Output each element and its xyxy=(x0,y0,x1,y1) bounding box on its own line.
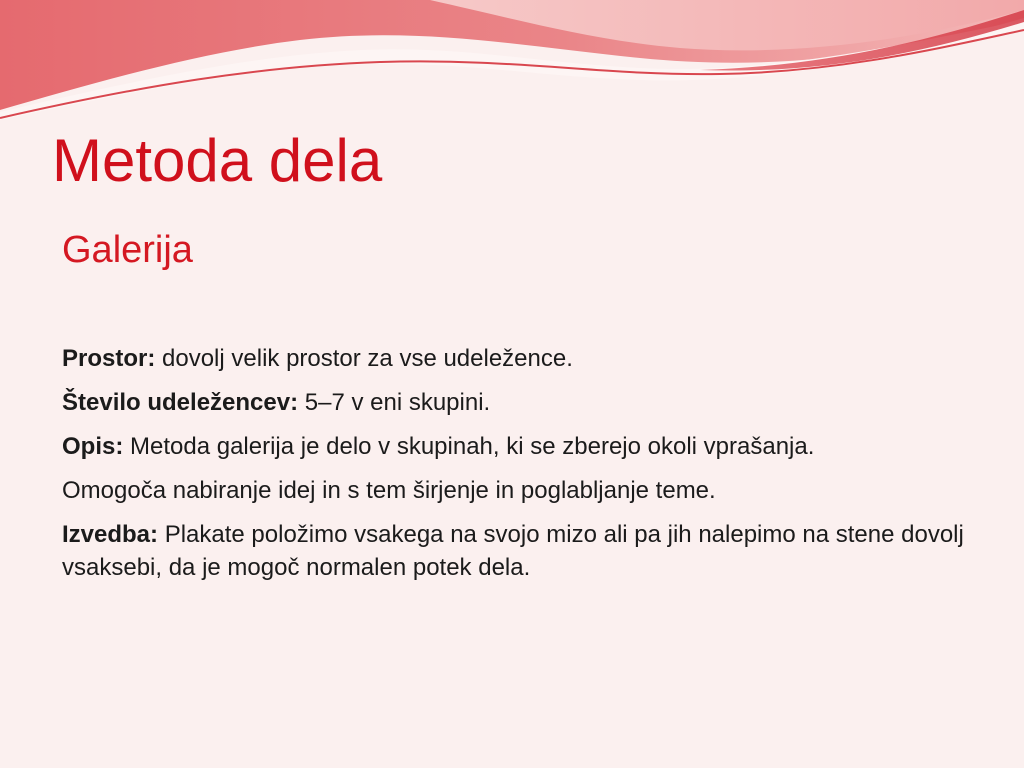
slide-title: Metoda dela xyxy=(52,127,383,194)
slide-body xyxy=(62,342,982,595)
paragraph-prostor xyxy=(62,342,982,375)
paragraph-text: Metoda galerija je delo v skupinah, ki se zberejo okoli vprašanja. xyxy=(123,433,815,460)
paragraph-label: Opis: xyxy=(62,433,124,460)
paragraph-text: Plakate položimo vsakega na svojo mizo ali pa jih nalepimo na stene dovolj vsaksebi, da je mogoč normalen potek dela. xyxy=(62,521,964,581)
paragraph-label: Prostor: xyxy=(62,345,156,372)
paragraph-izvedba xyxy=(62,518,982,584)
paragraph-opis xyxy=(62,430,982,463)
slide-subtitle: Galerija xyxy=(62,229,193,271)
paragraph-text: Omogoča nabiranje idej in s tem širjenje in poglabljanje teme. xyxy=(62,477,716,504)
decorative-wave-header xyxy=(0,0,1024,130)
paragraph-text: 5–7 v eni skupini. xyxy=(298,389,491,416)
paragraph-label: Število udeležencev: xyxy=(62,389,299,416)
paragraph-omogoca xyxy=(62,474,982,507)
paragraph-text: dovolj velik prostor za vse udeležence. xyxy=(155,345,573,372)
paragraph-stevilo-udelezencev xyxy=(62,386,982,419)
paragraph-label: Izvedba: xyxy=(62,521,159,548)
